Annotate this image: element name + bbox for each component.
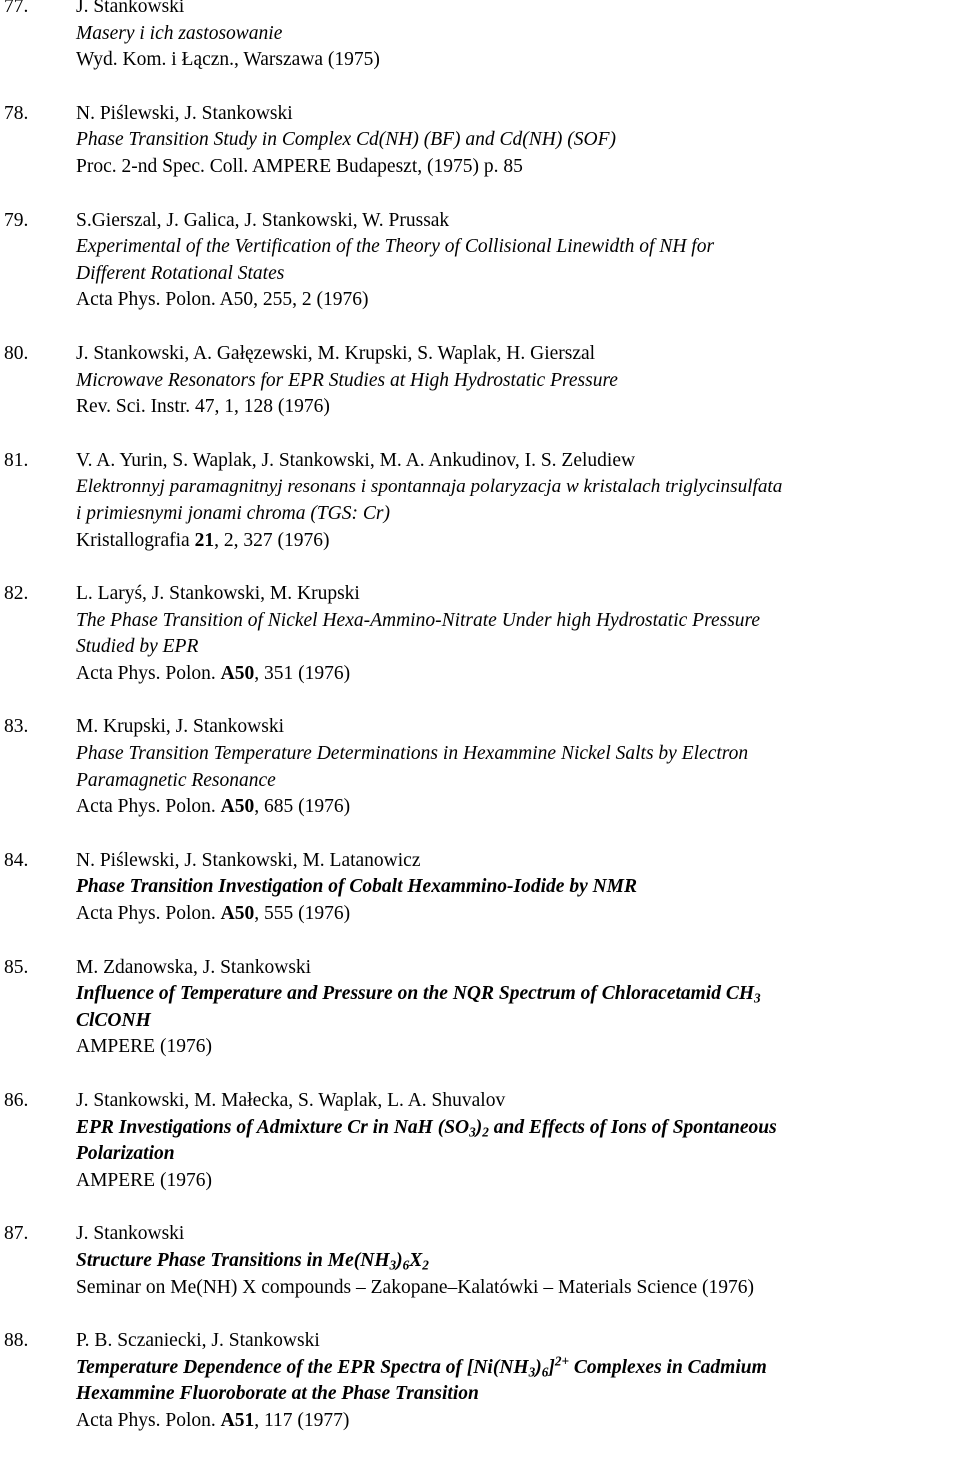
entry-number: 88. — [4, 1330, 29, 1352]
subscript: 3 — [389, 1257, 397, 1273]
entry-title — [76, 1248, 960, 1275]
bibliography-entry — [0, 1328, 960, 1434]
entry-title: Phase Transition Study in Complex Cd(NH) (BF) and Cd(NH) (SOF) — [76, 129, 616, 151]
source-volume: 47 — [194, 396, 215, 418]
source-volume: A50 — [220, 903, 255, 925]
source-details: , 117 (1977) — [254, 1409, 350, 1431]
entry-source: Seminar on Me(NH) X compounds – Zakopane–Kalatówki – Materials Science (1976) — [76, 1276, 754, 1298]
entry-number: 77. — [4, 0, 29, 17]
subscript: 3 — [528, 1364, 536, 1380]
subscript: 3 — [469, 1123, 476, 1139]
entry-authors: J. Stankowski — [76, 1223, 185, 1245]
title-text: ) — [475, 1116, 483, 1138]
subscript: 6 — [402, 1257, 410, 1273]
entry-title: Masery i ich zastosowanie — [76, 22, 283, 44]
entry-number: 87. — [4, 1223, 29, 1245]
bibliography-entry — [0, 101, 960, 181]
source-journal: Acta Phys. Polon. — [76, 1409, 221, 1431]
entry-source: AMPERE (1976) — [76, 1036, 212, 1058]
bibliography-entry — [0, 208, 960, 314]
entry-source — [76, 901, 960, 928]
entry-authors: J. Stankowski — [76, 0, 185, 17]
entry-title: Phase Transition Temperature Determinations in Hexammine Nickel Salts by Electron — [76, 743, 749, 765]
entry-number: 78. — [4, 102, 29, 124]
bibliography-entry — [0, 1088, 960, 1194]
bibliography-entry — [0, 1221, 960, 1301]
entry-title-continued: Paramagnetic Resonance — [76, 769, 276, 791]
source-journal: Acta Phys. Polon. — [76, 289, 220, 311]
source-journal: Acta Phys. Polon. — [76, 796, 221, 818]
entry-source: Proc. 2-nd Spec. Coll. AMPERE Budapeszt, (1975) p. 85 — [76, 155, 523, 177]
source-details: , 255, 2 (1976) — [253, 289, 369, 311]
source-journal: Acta Phys. Polon. — [76, 662, 221, 684]
entry-authors: M. Zdanowska, J. Stankowski — [76, 956, 312, 978]
source-details: , 2, 327 (1976) — [214, 529, 330, 551]
entry-title — [76, 981, 960, 1008]
entry-title-continued: ClCONH — [76, 1009, 151, 1031]
bibliography-entry — [0, 955, 960, 1061]
title-text: Influence of Temperature and Pressure on the NQR Spectrum of Chloracetamid CH — [76, 983, 755, 1005]
entry-title-continued: i primiesnymi jonami chroma (TGS: Cr) — [76, 502, 390, 524]
entry-title-continued: Studied by EPR — [76, 636, 199, 658]
subscript: 6 — [541, 1364, 549, 1380]
entry-authors: N. Piślewski, J. Stankowski — [76, 102, 293, 124]
entry-number: 85. — [4, 956, 29, 978]
entry-source: Wyd. Kom. i Łączn., Warszawa (1975) — [76, 49, 380, 71]
entry-title-continued: Polarization — [76, 1143, 175, 1165]
source-journal: Rev. Sci. Instr. — [76, 396, 195, 418]
bibliography-entry — [0, 341, 960, 421]
entry-number: 81. — [4, 449, 29, 471]
source-volume: A51 — [220, 1409, 255, 1431]
bibliography-entry — [0, 848, 960, 928]
entry-source — [76, 1408, 960, 1435]
entry-authors: L. Laryś, J. Stankowski, M. Krupski — [76, 583, 360, 605]
entry-authors: S.Gierszal, J. Galica, J. Stankowski, W. Prussak — [76, 209, 450, 231]
bibliography-entry — [0, 448, 960, 554]
entry-title: Experimental of the Vertification of the Theory of Collisional Linewidth of NH for — [76, 236, 715, 258]
subscript: 2 — [422, 1257, 429, 1273]
title-text: ) — [396, 1249, 403, 1271]
entry-source — [76, 528, 960, 555]
title-text: X — [409, 1249, 423, 1271]
entry-authors: N. Piślewski, J. Stankowski, M. Latanowicz — [76, 849, 421, 871]
entry-source — [76, 661, 960, 688]
subscript: 3 — [754, 990, 761, 1006]
entry-title: The Phase Transition of Nickel Hexa-Ammino-Nitrate Under high Hydrostatic Pressure — [76, 609, 761, 631]
source-details: , 1, 128 (1976) — [214, 396, 330, 418]
entry-number: 80. — [4, 342, 29, 364]
entry-authors: V. A. Yurin, S. Waplak, J. Stankowski, M. A. Ankudinov, I. S. Zeludiew — [76, 449, 636, 471]
entry-title-continued: Different Rotational States — [76, 262, 285, 284]
entry-source: AMPERE (1976) — [76, 1169, 212, 1191]
superscript: 2+ — [554, 1353, 570, 1369]
entry-number: 86. — [4, 1090, 29, 1111]
entry-number: 82. — [4, 583, 29, 605]
entry-number: 84. — [4, 849, 29, 871]
entry-source — [76, 794, 960, 821]
entry-source — [76, 287, 960, 314]
entry-title: Phase Transition Investigation of Cobalt Hexammino-Iodide by NMR — [76, 876, 638, 898]
source-volume: A50 — [219, 289, 254, 311]
entry-authors: P. B. Sczaniecki, J. Stankowski — [76, 1330, 320, 1352]
source-details: , 685 (1976) — [254, 796, 351, 818]
title-text: ) — [535, 1356, 542, 1378]
title-text: EPR Investigations of Admixture Cr in NaH (SO — [76, 1116, 470, 1138]
title-text: and Effects of Ions of Spontaneous — [488, 1116, 777, 1138]
source-journal: Kristallografia — [76, 529, 195, 551]
bibliography-entry — [0, 0, 960, 74]
subscript: 2 — [482, 1123, 489, 1139]
title-text: Temperature Dependence of the EPR Spectra of [Ni(NH — [76, 1356, 529, 1378]
source-volume: A50 — [220, 796, 255, 818]
bibliography-entry — [0, 714, 960, 820]
entry-title — [76, 1355, 960, 1382]
entry-authors: J. Stankowski, A. Gałęzewski, M. Krupski, S. Waplak, H. Gierszal — [76, 342, 596, 364]
title-text: Complexes in Cadmium — [569, 1356, 767, 1378]
entry-title: Microwave Resonators for EPR Studies at High Hydrostatic Pressure — [76, 369, 618, 391]
entry-authors: M. Krupski, J. Stankowski — [76, 716, 285, 738]
source-volume: 21 — [194, 529, 215, 551]
source-details: , 351 (1976) — [254, 662, 351, 684]
entry-title-continued: Hexammine Fluoroborate at the Phase Transition — [76, 1383, 479, 1405]
entry-authors: J. Stankowski, M. Małecka, S. Waplak, L. A. Shuvalov — [76, 1090, 506, 1111]
source-details: , 555 (1976) — [254, 903, 351, 925]
entry-source — [76, 394, 960, 421]
bibliography-entry — [0, 581, 960, 687]
source-journal: Acta Phys. Polon. — [76, 903, 221, 925]
title-text: ] — [548, 1356, 555, 1378]
source-volume: A50 — [220, 662, 255, 684]
entry-number: 79. — [4, 209, 29, 231]
title-text: Structure Phase Transitions in Me(NH — [76, 1249, 390, 1271]
entry-title: Elektronnyj paramagnitnyj resonans i spontannaja polaryzacja w kristalach triglycinsulfata — [76, 476, 783, 498]
entry-number: 83. — [4, 716, 29, 738]
entry-title — [76, 1115, 960, 1142]
